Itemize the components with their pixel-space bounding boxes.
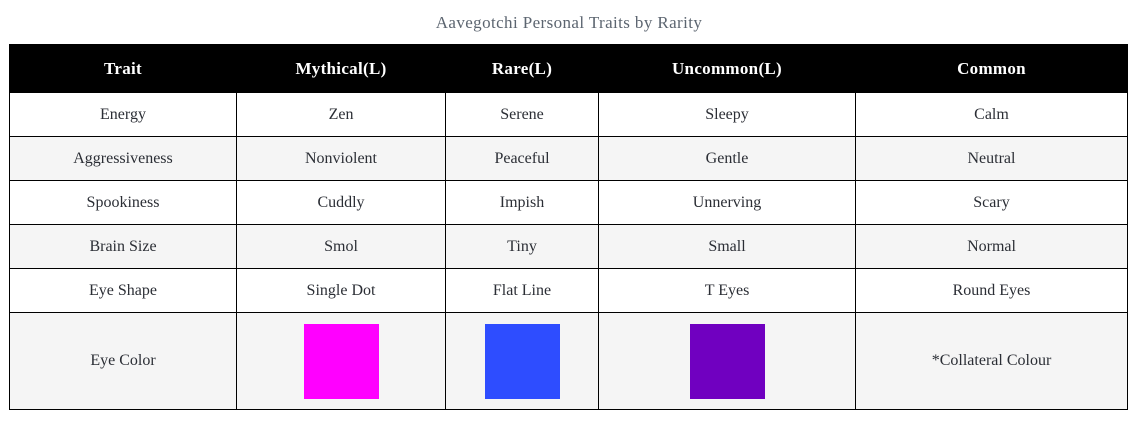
table-body (10, 93, 1128, 410)
mythical-eye-color-swatch (304, 324, 379, 399)
trait-value: Small (599, 225, 856, 269)
trait-value: Nonviolent (237, 137, 446, 181)
collateral-colour-note: *Collateral Colour (856, 313, 1128, 410)
trait-label: Eye Color (10, 313, 237, 410)
trait-value: Serene (446, 93, 599, 137)
trait-value: Normal (856, 225, 1128, 269)
header-cell-uncommon: Uncommon(L) (599, 45, 856, 93)
trait-label: Eye Shape (10, 269, 237, 313)
header-cell-trait: Trait (10, 45, 237, 93)
page-title: Aavegotchi Personal Traits by Rarity (435, 13, 703, 32)
trait-value: Impish (446, 181, 599, 225)
trait-value: Tiny (446, 225, 599, 269)
table-header (10, 45, 1128, 93)
table-row-brain-size (10, 225, 1128, 269)
trait-value: Gentle (599, 137, 856, 181)
trait-value: Round Eyes (856, 269, 1128, 313)
rare-eye-color-swatch (485, 324, 560, 399)
trait-value: T Eyes (599, 269, 856, 313)
uncommon-eye-color-swatch (690, 324, 765, 399)
trait-value: Single Dot (237, 269, 446, 313)
table-row-spookiness (10, 181, 1128, 225)
trait-value: Sleepy (599, 93, 856, 137)
eye-color-cell-rare (446, 313, 599, 410)
trait-value: Neutral (856, 137, 1128, 181)
trait-value: Unnerving (599, 181, 856, 225)
eye-color-cell-uncommon (599, 313, 856, 410)
header-cell-common: Common (856, 45, 1128, 93)
traits-table (9, 44, 1128, 410)
header-cell-mythical: Mythical(L) (237, 45, 446, 93)
trait-value: Peaceful (446, 137, 599, 181)
trait-value: Smol (237, 225, 446, 269)
header-cell-rare: Rare(L) (446, 45, 599, 93)
trait-label: Brain Size (10, 225, 237, 269)
eye-color-cell-mythical (237, 313, 446, 410)
trait-value: Cuddly (237, 181, 446, 225)
trait-label: Spookiness (10, 181, 237, 225)
trait-label: Energy (10, 93, 237, 137)
trait-label: Aggressiveness (10, 137, 237, 181)
table-row-eye-color (10, 313, 1128, 410)
trait-value: Scary (856, 181, 1128, 225)
header-row (10, 45, 1128, 93)
table-row-eye-shape (10, 269, 1128, 313)
trait-value: Zen (237, 93, 446, 137)
table-row-aggressiveness (10, 137, 1128, 181)
trait-value: Flat Line (446, 269, 599, 313)
trait-value: Calm (856, 93, 1128, 137)
table-row-energy (10, 93, 1128, 137)
